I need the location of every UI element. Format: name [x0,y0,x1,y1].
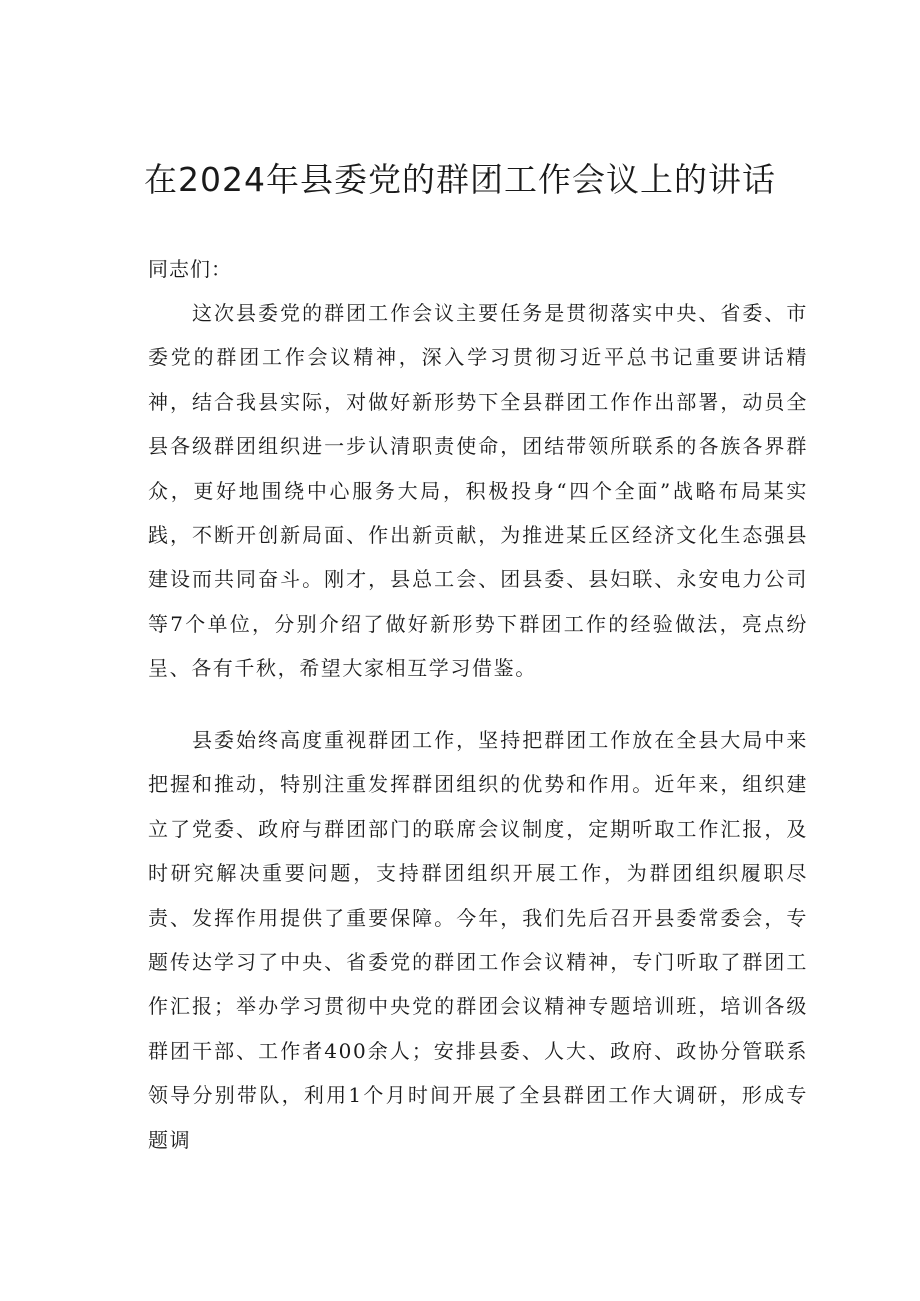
document-title: 在2024年县委党的群团工作会议上的讲话 [144,160,776,199]
salutation: 同志们： [148,257,232,281]
paragraph-1: 这次县委党的群团工作会议主要任务是贯彻落实中央、省委、市委党的群团工作会议精神，深入学习贯彻习近平总书记重要讲话精神，结合我县实际，对做好新形势下全县群团工作作出部署，动员全县各级群团组织进一步认清职责使命，团结带领所联系的各族各界群众，更好地围绕中心服务大局，积极投身“四个全面”战略布局某实践，不断开创新局面、作出新贡献，为推进某丘区经济文化生态强县建设而共同奋斗。刚才，县总工会、团县委、县妇联、永安电力公司等7个单位，分别介绍了做好新形势下群团工作的经验做法，亮点纷呈、各有千秋，希望大家相互学习借鉴。 [148,301,808,681]
paragraph-2: 县委始终高度重视群团工作，坚持把群团工作放在全县大局中来把握和推动，特别注重发挥群团组织的优势和作用。近年来，组织建立了党委、政府与群团部门的联席会议制度，定期听取工作汇报，及时研究解决重要问题，支持群团组织开展工作，为群团组织履职尽责、发挥作用提供了重要保障。今年，我们先后召开县委常委会，专题传达学习了中央、省委党的群团工作会议精神，专门听取了群团工作汇报；举办学习贯彻中央党的群团会议精神专题培训班，培训各级群团干部、工作者400余人；安排县委、人大、政府、政协分管联系领导分别带队，利用1个月时间开展了全县群团工作大调研，形成专题调 [148,728,808,1152]
